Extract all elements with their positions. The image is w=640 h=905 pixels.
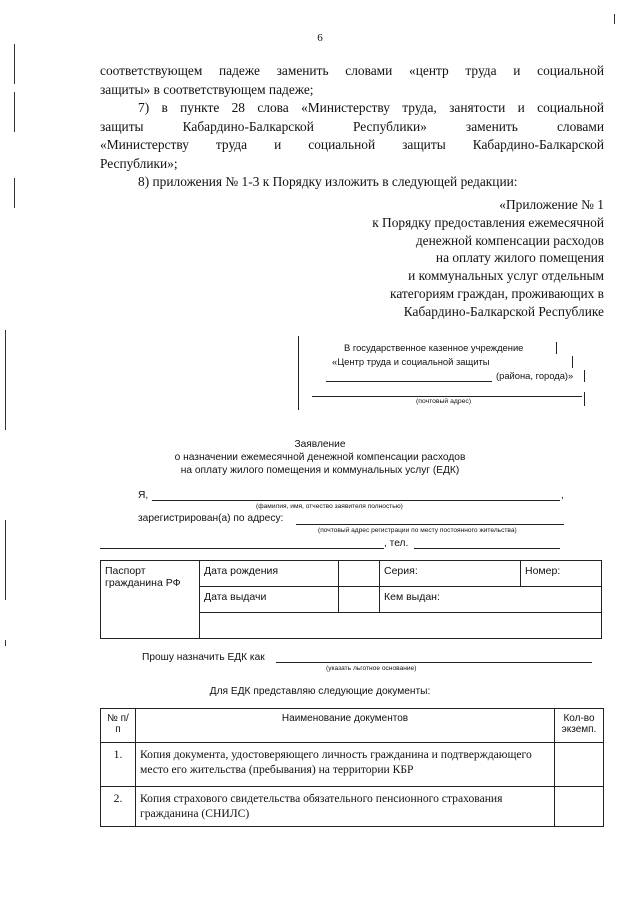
address-continuation-field[interactable]	[100, 548, 384, 549]
name-field[interactable]	[152, 500, 560, 501]
paragraph-1	[100, 62, 604, 99]
col-header-number: № п/п	[101, 709, 136, 743]
benefit-basis-caption: (указать льготное основание)	[326, 665, 417, 672]
address-line-3: (района, города)»	[496, 370, 574, 381]
application-subtitle: на оплату жилого помещения и коммунальных услуг (ЕДК)	[180, 465, 460, 476]
row-document-name: Копия документа, удостоверяющего личность гражданина и подтверждающего место его жительства (пребывания) на территории КБР	[136, 743, 555, 787]
col-header-qty: Кол-во экземп.	[555, 709, 604, 743]
name-caption: (фамилия, имя, отчество заявителя полностью)	[256, 503, 403, 510]
address-box-border	[298, 336, 301, 410]
appendix-line: к Порядку предоставления ежемесячной	[372, 214, 604, 230]
appendix-line: на оплату жилого помещения	[435, 250, 604, 266]
row-qty-field[interactable]	[555, 787, 604, 827]
text-line: Республики»;	[100, 155, 178, 171]
scan-edge-mark	[14, 92, 15, 132]
paragraph-2	[100, 99, 604, 173]
registered-address-field[interactable]	[296, 524, 564, 525]
passport-label: Паспорт гражданина РФ	[101, 561, 200, 639]
address-box	[298, 336, 584, 412]
request-label: Прошу назначить ЕДК как	[142, 652, 265, 663]
number-label: Номер:	[521, 561, 602, 587]
phone-label: , тел.	[384, 538, 409, 549]
registered-caption: (почтовый адрес регистрации по месту постоянного жительства)	[318, 527, 517, 534]
text-line: 7) в пункте 28 слова «Министерству труда, занятости и социальной	[138, 100, 604, 115]
appendix-line: категориям граждан, проживающих в	[390, 285, 604, 301]
name-label: Я,	[138, 490, 149, 501]
birth-date-label: Дата рождения	[200, 561, 339, 587]
address-box-border	[556, 342, 557, 354]
text-line: защиты» в соответствующем падеже;	[100, 81, 314, 97]
scan-edge-mark	[14, 44, 15, 84]
issue-date-label: Дата выдачи	[200, 587, 339, 613]
text-line: защиты Кабардино-Балкарской Республики» заменить словами	[100, 118, 604, 134]
paragraph-3	[100, 173, 604, 192]
address-box-border	[584, 392, 585, 406]
text-line: 8) приложения № 1-3 к Порядку изложить в следующей редакции:	[138, 174, 518, 189]
col-header-name: Наименование документов	[136, 709, 555, 743]
address-box-border	[572, 356, 573, 368]
documents-intro: Для ЕДК представляю следующие документы:	[209, 686, 431, 697]
table-row	[101, 787, 604, 827]
row-document-name: Копия страхового свидетельства обязательного пенсионного страхования гражданина (СНИЛС)	[136, 787, 555, 827]
row-qty-field[interactable]	[555, 743, 604, 787]
name-field-comma: ,	[561, 490, 564, 501]
scan-edge-mark	[5, 330, 6, 430]
text-line: соответствующем падеже заменить словами «центр труда и социальной	[100, 63, 604, 78]
scan-edge-mark	[14, 178, 15, 208]
documents-table	[100, 708, 604, 827]
issue-date-field[interactable]	[339, 587, 380, 613]
appendix-line: «Приложение № 1	[499, 197, 604, 212]
passport-table	[100, 560, 602, 639]
table-row	[101, 743, 604, 787]
birth-date-field[interactable]	[339, 561, 380, 587]
row-number: 1.	[101, 743, 136, 787]
scan-edge-mark	[5, 520, 6, 600]
issued-by-field[interactable]	[200, 613, 602, 639]
series-label: Серия:	[380, 561, 521, 587]
row-number: 2.	[101, 787, 136, 827]
postal-address-caption: (почтовый адрес)	[416, 398, 472, 405]
district-underline[interactable]	[326, 381, 492, 382]
scan-edge-mark	[5, 640, 6, 646]
registered-label: зарегистрирован(а) по адресу:	[138, 513, 284, 524]
appendix-line: и коммунальных услуг отдельным	[408, 268, 604, 284]
phone-field[interactable]	[414, 548, 560, 549]
application-subtitle: о назначении ежемесячной денежной компенсации расходов	[174, 452, 466, 463]
postal-address-underline[interactable]	[312, 396, 582, 397]
appendix-heading	[314, 196, 604, 321]
appendix-line: Кабардино-Балкарской Республике	[403, 303, 604, 319]
application-title: Заявление	[294, 439, 346, 450]
address-line-1: В государственное казенное учреждение	[344, 342, 524, 353]
issued-by-label: Кем выдан:	[380, 587, 602, 613]
appendix-line: денежной компенсации расходов	[415, 232, 604, 248]
page-number: 6	[317, 32, 323, 44]
benefit-basis-field[interactable]	[276, 662, 592, 663]
address-line-2: «Центр труда и социальной защиты	[332, 356, 490, 367]
scan-edge-mark	[614, 14, 615, 24]
address-box-border	[584, 370, 585, 382]
text-line: «Министерству труда и социальной защиты Кабардино-Балкарской	[100, 137, 604, 152]
application-title-block	[0, 438, 640, 477]
